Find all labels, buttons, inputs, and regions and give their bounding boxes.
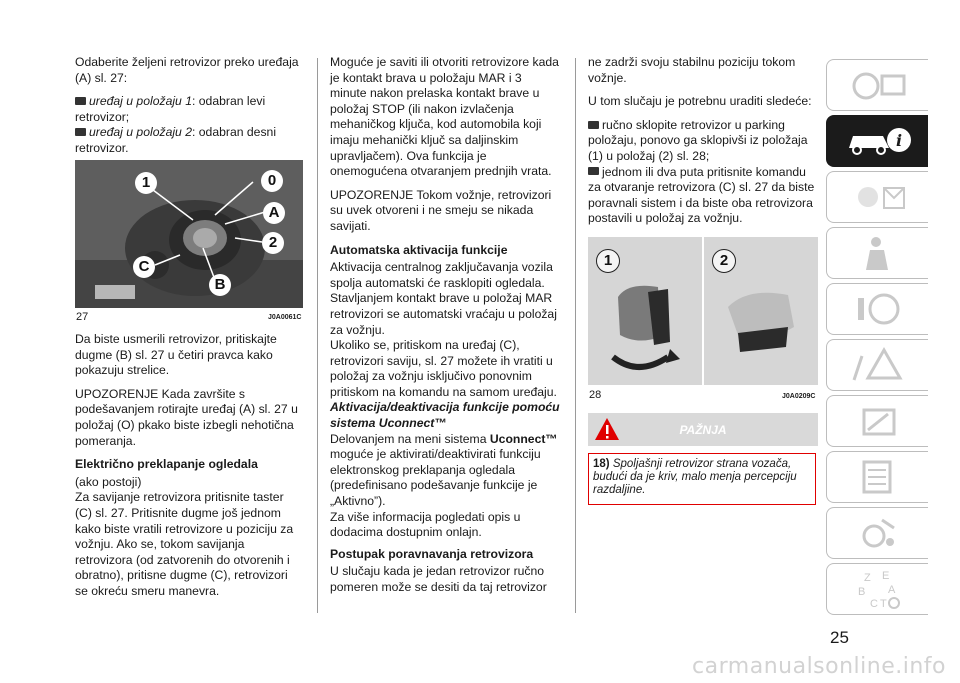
section-heading: Električno preklapanje ogledala — [75, 457, 258, 472]
list-item-text: ručno sklopite retrovizor u parking položaju, ponovo ga sklopivši iz položaja (1) u položaj (2) sl. 28; — [588, 117, 808, 163]
figure-28-image — [588, 237, 818, 385]
paragraph: Za savijanje retrovizora pritisnite taster (C) sl. 27. Pritisnite dugme još jednom kako biste vratili retrovizore u poziciju za vožnju. Ako se, tokom savijanja retrovizora (od zatvorenih do otvorenih i obratno), pritisne dugme (C), retrovizori se okreću smeru manevra. — [75, 490, 294, 598]
section-heading: Aktivacija/deaktivacija funkcije pomoću sistema Uconnect™ — [330, 400, 560, 431]
bullet-icon — [75, 128, 86, 136]
dashboard-icon — [848, 66, 908, 104]
paragraph: Aktivacija centralnog zaključavanja vozila spolja automatski će rasklopiti ogledala. — [330, 260, 553, 290]
list-item — [588, 165, 818, 227]
text-column-1 — [75, 55, 300, 165]
bullet-icon — [588, 121, 599, 129]
bullet-icon — [588, 167, 599, 175]
paragraph: U slučaju kada je jedan retrovizor ručno pomeren može se desiti da taj retrovizor — [330, 564, 547, 594]
tools-icon — [848, 402, 908, 440]
tab-multimedia[interactable] — [826, 507, 928, 559]
tab-maintenance[interactable] — [826, 395, 928, 447]
specifications-icon — [848, 458, 908, 496]
tab-specifications[interactable] — [826, 451, 928, 503]
watermark: carmanualsonline.info — [692, 654, 946, 679]
tab-safety[interactable] — [826, 227, 928, 279]
warning-text: Spoljašnji retrovizor strana vozača, budući da je kriv, malo menja percepciju razdaljine. — [593, 458, 797, 496]
figure-number: 28 — [589, 389, 602, 401]
figure-label-1: 1 — [135, 172, 157, 194]
list-item-italic: uređaj u položaju 1 — [89, 94, 192, 109]
list-item-text: : odabran desni retrovizor. — [75, 125, 277, 155]
list-item-italic: uređaj u položaju 2 — [89, 125, 192, 140]
svg-text:C: C — [869, 598, 878, 610]
text: Delovanjem na meni sistema — [330, 431, 490, 446]
paragraph: U tom slučaju je potrebnu uraditi sledeće: — [588, 94, 812, 109]
figure-label-0: 0 — [261, 170, 283, 192]
tab-emergency[interactable] — [826, 339, 928, 391]
text-column-1-lower — [75, 332, 300, 608]
tab-safety-lights[interactable] — [826, 171, 928, 223]
figure-label-a: A — [263, 202, 285, 224]
warning-box — [588, 453, 816, 505]
figure-27-image — [75, 160, 303, 308]
list-item — [75, 94, 300, 125]
warning-paragraph: UPOZORENJE Kada završite s podešavanjem rotirajte uređaj (A) sl. 27 u položaj (O) pkako biste izbegli nehotična pomeranja. — [75, 386, 298, 448]
list-item-text: jednom ili dva puta pritisnite komandu za otvaranje retrovizora (C) sl. 27 da biste poravnali sistem i da biste oba retrovizora postavili u položaj za vožnju. — [588, 164, 815, 226]
svg-text:T: T — [879, 598, 887, 610]
column-divider — [317, 58, 318, 613]
text-column-3 — [588, 55, 818, 235]
text: moguće je aktivirati/deaktivirati funkciju elektronskog preklapanja ogledala (predefinisano podešavanje funkcije je „Aktivno”). — [330, 447, 541, 509]
figure-label-b: B — [209, 274, 231, 296]
tab-dashboard[interactable] — [826, 59, 928, 111]
page-number: 25 — [830, 628, 849, 647]
svg-text:B: B — [857, 586, 865, 598]
warning-paragraph: UPOZORENJE Tokom vožnje, retrovizori su uvek otvoreni i ne smeju se nikada savijati. — [330, 187, 552, 233]
paragraph: Stavljanjem kontakt brave u položaj MAR retrovizori se automatski vraćaju u položaj za vožnju. — [330, 291, 557, 337]
list-item — [75, 125, 300, 156]
figure-code: J0A0209C — [782, 393, 816, 400]
road-warning-icon — [848, 346, 908, 384]
paragraph — [330, 432, 560, 510]
mirror-fold-illustration — [588, 237, 818, 385]
multimedia-icon — [848, 514, 908, 552]
svg-text:E: E — [881, 570, 889, 582]
warning-number: 18) — [593, 458, 610, 470]
brand-name: Uconnect™ — [489, 431, 558, 446]
figure-label-2: 2 — [712, 249, 736, 273]
bullet-icon — [75, 97, 86, 105]
list-item — [588, 118, 818, 165]
paragraph: Odaberite željeni retrovizor preko uređaja (A) sl. 27: — [75, 55, 299, 85]
steering-wheel-icon — [848, 290, 908, 328]
section-heading: Automatska aktivacija funkcije — [330, 242, 508, 257]
paragraph: (ako postoji) — [75, 474, 142, 489]
figure-code: J0A0061C — [268, 314, 302, 321]
warning-header — [588, 413, 818, 446]
figure-label-1: 1 — [596, 249, 620, 273]
svg-text:A: A — [887, 584, 895, 596]
list-item-text: : odabran levi retrovizor; — [75, 94, 266, 124]
figure-label-2: 2 — [262, 232, 284, 254]
paragraph: Ukoliko se, pritiskom na uređaj (C), retrovizori saviju, sl. 27 možete ih vratiti u položaj za vožnju isključivo ponovnim pritiskom na komandu na samom uređaju. — [330, 338, 557, 399]
figure-number: 27 — [76, 311, 89, 323]
paragraph: Za više informacija pogledati opis u dodacima dostupnim onlajn. — [330, 509, 521, 540]
paragraph: ne zadrži svoju stabilnu poziciju tokom vožnje. — [588, 55, 796, 85]
section-heading: Postupak poravnavanja retrovizora — [330, 546, 534, 561]
figure-label-c: C — [133, 256, 155, 278]
warning-title: PAŽNJA — [679, 423, 727, 437]
svg-text:Z: Z — [863, 572, 871, 584]
paragraph: Da biste usmerili retrovizor, pritiskajte dugme (B) sl. 27 u četiri pravca kako pokazuju strelice. — [75, 332, 277, 378]
column-divider — [575, 58, 576, 613]
index-icon — [848, 567, 908, 611]
car-info-icon — [843, 122, 913, 160]
svg-text:i: i — [895, 131, 902, 150]
tab-starting-driving[interactable] — [826, 283, 928, 335]
tab-car-info[interactable] — [826, 115, 928, 167]
paragraph: Moguće je saviti ili otvoriti retrovizore kada je kontakt brava u položaju MAR i 3 minute nakon prelaska kontakt brave u položaj STOP (ili nakon izvlačenja mehaničkog ključa, kod automobila koji imaju mehanički ključ sa daljinskim upravljačem). Ova funkcija je onemogućena otvaranjem prednjih vrata. — [330, 55, 559, 179]
tab-index[interactable] — [826, 563, 928, 615]
safety-light-icon — [848, 178, 908, 216]
text-column-2 — [330, 55, 560, 596]
seat-belt-icon — [848, 234, 908, 272]
